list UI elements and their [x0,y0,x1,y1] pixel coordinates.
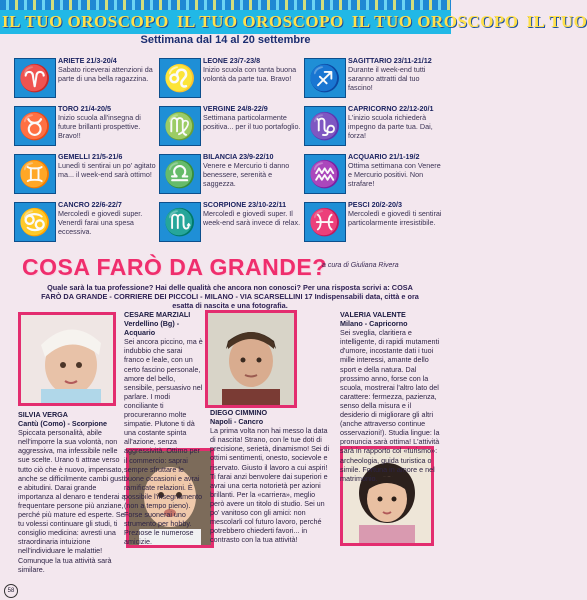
photo-silvia-verga [18,312,116,406]
sign-virgo [159,104,299,148]
sign-gemini [14,152,154,196]
header-title-segment: IL TUO OROSCOPO [176,12,344,31]
person-place-sign: Milano - Capricorno [340,319,408,329]
virgo-icon [159,106,201,146]
sign-text: Inizio scuola all'insegna di future brillanti prospettive. Bravo!! [58,113,141,140]
sign-text: Venere e Mercurio ti danno benessere, serenità e saggezza. [203,161,290,188]
person-place-sign: Cantù (Como) - Scorpione [18,419,108,429]
header-decoration [0,0,451,10]
cancer-icon [14,202,56,242]
person-diego-cimmino [210,408,330,544]
zodiac-signs-grid [14,56,444,250]
sign-glyph: ♑ [308,111,342,141]
sign-leo [159,56,299,100]
person-name: DIEGO CIMMINO [210,408,268,417]
person-text: Spiccata personalità, abile nell'imporre la sua volontà, non aggressiva, ma infessibile nelle sue scelte. Urano ti attrae verso tutto ciò che è nuovo, impensato, anche se difficilmente cambi gusti e abitudini. Darai grande importanza al denaro e tenderai a frequentare persone più anziane, perché più mature ed esperte. Se tu volessi continuare gli studi, ti consiglio medicina: avresti una straordinaria intuizione nell'individuare le malattie! Comunque la tua attività sarà similare. [18,428,126,574]
week-range: Settimana dal 14 al 20 settembre [140,34,311,46]
person-text: La prima volta non hai messo la data di nascita! Strano, con le tue doti di precisione, serietà, dinamismo! Sei di ottimi sentimenti, onesto, socievole e riservato. Giusto il lavoro a cui aspiri! Ti farai anzi benvolere dai superiori e avrai una certa notorietà per azioni brillanti. Per la «carriera», meglio però avere un titolo di studio. Sei un po' vanitoso con gli amici: non mescolarli col futuro lavoro, perché potrebbero chiederti favori... in contrasto con la tua attività! [210,426,330,545]
person-name: CESARE MARZIALI [124,310,191,319]
person-valeria-valente [340,310,442,483]
sign-pisces [304,200,444,244]
header-title-segment: IL TUO OROSCOPO [2,12,169,31]
sign-text: Settimana particolarmente positiva... per il tuo portafoglio. [203,113,301,131]
sign-glyph: ♌ [163,63,197,93]
sign-taurus [14,104,154,148]
sign-name: BILANCIA 23/9-22/10 [203,152,274,161]
sign-name: ARIETE 21/3-20/4 [58,56,117,65]
person-text: Sei sveglia, claritiera e intelligente, di rapidi mutamenti d'umore, incostante dati i tuoi mille interessi, amante dello sport e della natura. Dal prossimo anno, forse con la scuola, mostrerai l'altro lato del carattere: fermezza, pazienza, senso della misura e il desiderio di migliorare gli altri (anche attraverso continue osservazioni!). Studia lingue: la pronuncia sarà ottima! L'attività sarà in rapporto col «turismo»: archeologia, guida turistica o simile. Fortuna in amore e nel matrimonio. [340,328,440,483]
feature-intro: Quale sarà la tua professione? Hai delle qualità che ancora non conosci? Per una risposta scrivi a: COSA FARÒ DA GRANDE - CORRIERE DEI PICCOLI - MILANO - VIA SCARSELLINI 17 Indispensabili data, città e ora esatta di nascita e una fotografia. [41,283,419,310]
person-cesare-marziali [124,310,204,546]
sign-aquarius [304,152,444,196]
sign-glyph: ♋ [18,207,52,237]
header-title-row [0,10,587,34]
capricorn-icon [304,106,346,146]
sign-text: Mercoledì e giovedì ti sentirai particolarmente irresistibile. [348,209,442,227]
page-number: 58 [4,584,18,598]
libra-icon [159,154,201,194]
sign-name: CANCRO 22/6-22/7 [58,200,122,209]
photo-diego-cimmino [205,310,297,408]
sign-libra [159,152,299,196]
feature-title: COSA FARÒ DA GRANDE? [22,254,327,280]
sagittarius-icon [304,58,346,98]
sign-name: TORO 21/4-20/5 [58,104,112,113]
sign-text: Lunedì ti sentirai un po' agitato ma... il week-end sarà ottimo! [58,161,156,179]
sign-cancer [14,200,154,244]
aries-icon [14,58,56,98]
sign-text: Sabato riceverai attenzioni da parte di una bella ragazzina. [58,65,153,83]
sign-glyph: ♐ [308,63,342,93]
leo-icon [159,58,201,98]
sign-text: Inizio scuola con tanta buona volontà da parte tua. Bravo! [203,65,297,83]
sign-glyph: ♒ [308,159,342,189]
header-title-segment: IL TUO OROSCOPO [351,12,519,31]
sign-name: LEONE 23/7-23/8 [203,56,261,65]
header-title-segment: IL TUO [526,12,587,31]
taurus-icon [14,106,56,146]
sign-glyph: ♈ [18,63,52,93]
person-text: Sei ancora piccino, ma è indubbio che sarai franco e leale, con un certo fascino personale, amore del bello, sensibile, persuasivo nel parlare. I modi conciliante ti procureranno molte simpatie. Plutone ti dà una costante spinta all'azione, senza aggressività. Ottimo per il commercio: saprai sempre sfruttare le buone occasioni e avrai ramificate relazioni. È possibile l'insegnamento (non a tempo pieno). Forse suonerai uno strumento per hobby. Preziose le numerose amicizie. [124,337,203,547]
sign-scorpio [159,200,299,244]
sign-name: ACQUARIO 21/1-19/2 [348,152,420,161]
sign-name: PESCI 20/2-20/3 [348,200,402,209]
person-name: VALERIA VALENTE [340,310,406,319]
sign-text: Mercoledì e giovedì super. Venerdì farai una spesa eccessiva. [58,209,143,236]
sign-name: VERGINE 24/8-22/9 [203,104,268,113]
sign-name: SAGITTARIO 23/11-21/12 [348,56,432,65]
pisces-icon [304,202,346,242]
sign-name: SCORPIONE 23/10-22/11 [203,200,287,209]
sign-sagittarius [304,56,444,100]
sign-aries [14,56,154,100]
sign-capricorn [304,104,444,148]
portrait-boy-image [208,313,294,405]
sign-glyph: ♏ [163,207,197,237]
sign-name: CAPRICORNO 22/12-20/1 [348,104,434,113]
horoscope-header-banner [0,0,587,34]
scorpio-icon [159,202,201,242]
sign-glyph: ♍ [163,111,197,141]
gemini-icon [14,154,56,194]
person-silvia-verga [18,410,130,574]
sign-glyph: ♎ [163,159,197,189]
sign-text: Ottima settimana con Venere e Mercurio positivi. Non strafare! [348,161,441,188]
person-place-sign: Napoli - Cancro [210,417,264,427]
sign-text: L'inizio scuola richiederà impegno da parte tua. Dai, forza! [348,113,433,140]
sign-glyph: ♊ [18,159,52,189]
sign-glyph: ♉ [18,111,52,141]
aquarius-icon [304,154,346,194]
sign-name: GEMELLI 21/5-21/6 [58,152,123,161]
sign-glyph: ♓ [308,207,342,237]
sign-text: Mercoledì e giovedì super. Il week-end sarà invece di relax. [203,209,301,227]
sign-text: Durante il week-end tutti saranno attratti dal tuo fascino! [348,65,426,92]
feature-author: a cura di Giuliana Rivera [322,262,399,269]
person-place-sign: Verdellino (Bg) - Acquario [124,319,180,338]
portrait-girl-image [21,315,113,403]
person-name: SILVIA VERGA [18,410,68,419]
